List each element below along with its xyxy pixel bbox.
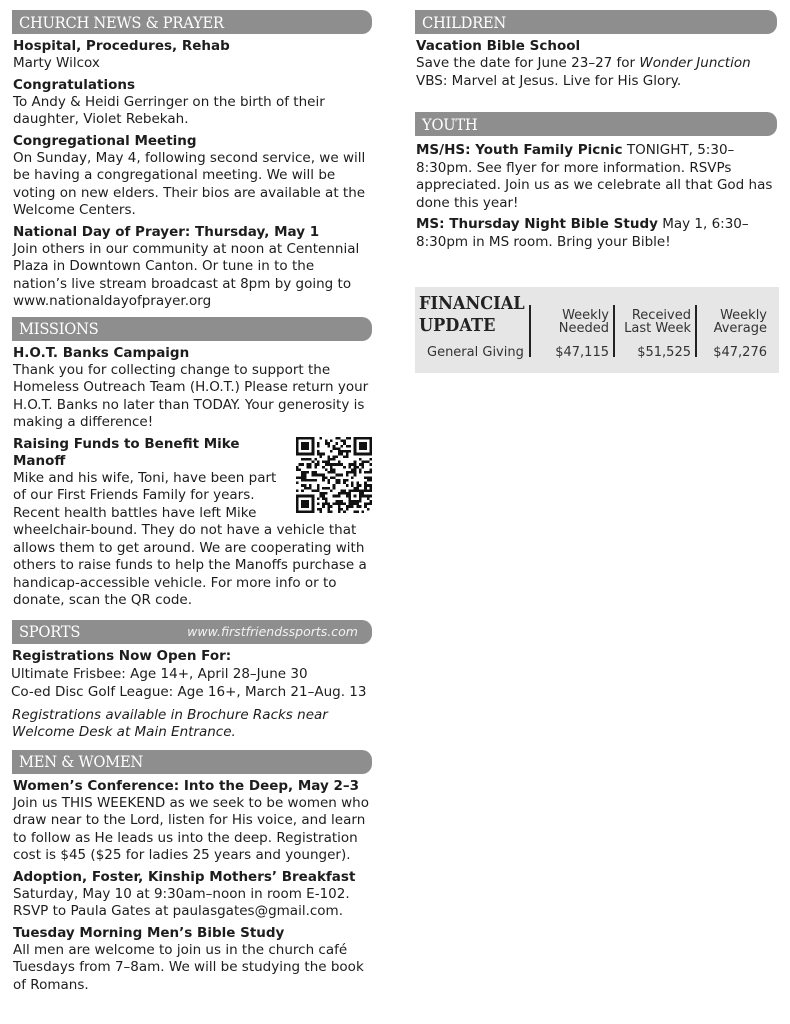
youth-header xyxy=(415,112,777,136)
item-body: Join us THIS WEEKEND as we seek to be women who draw near to the Lord, listen for His voice, and learn to follow as He leads us into the deep. Registration cost is $45 ($25 for ladies 25 years and younger). xyxy=(13,794,369,863)
item-title: Vacation Bible School xyxy=(416,38,581,54)
mw-item-womens-conference xyxy=(12,778,372,865)
left-column xyxy=(12,10,372,998)
missions-header xyxy=(12,317,372,341)
weekly-average-value: $47,276 xyxy=(713,345,767,360)
sport-line: Co-ed Disc Golf League: Age 16+, March 21–Aug. 13 xyxy=(11,683,367,700)
item-body xyxy=(416,216,777,251)
news-item-congratulations xyxy=(12,77,372,129)
sport-line: Ultimate Frisbee: Age 14+, April 28–June 30 xyxy=(11,665,308,682)
item-text: May 1, 6:30–8:30pm in MS room. Bring your Bible! xyxy=(416,216,749,250)
header-line: Needed xyxy=(558,321,609,336)
right-column xyxy=(415,10,777,373)
item-title: H.O.T. Banks Campaign xyxy=(13,344,190,361)
youth-item-bible-study xyxy=(415,216,777,251)
item-title: MS/HS: Youth Family Picnic xyxy=(416,142,623,158)
missions-item-hot-banks xyxy=(12,345,372,432)
sports-title: SPORTS xyxy=(19,622,81,641)
header-received-last-week xyxy=(624,309,691,335)
missions-title: MISSIONS xyxy=(19,319,99,338)
mw-item-mens-bible-study xyxy=(12,925,372,995)
header-line: Weekly xyxy=(720,308,767,323)
received-last-week-value: $51,525 xyxy=(637,345,691,360)
financial-update-box xyxy=(415,287,779,373)
item-title: Women’s Conference: Into the Deep, May 2–3 xyxy=(13,777,360,794)
item-body: To Andy & Heidi Gerringer on the birth of their daughter, Violet Rebekah. xyxy=(13,93,325,127)
item-title: Congregational Meeting xyxy=(13,132,197,149)
sports-header xyxy=(12,620,372,644)
financial-title xyxy=(419,293,525,337)
sports-url-link[interactable]: www.firstfriendssports.com xyxy=(187,624,358,639)
item-title: Raising Funds to Benefit Mike Manoff xyxy=(13,435,240,469)
item-body xyxy=(416,142,777,212)
financial-title-line2: UPDATE xyxy=(419,315,496,336)
item-body: Join others in our community at noon at Centennial Plaza in Downtown Canton. Or tune in to the nation’s live stream broadcast at 8pm by going to www.nationaldayofprayer.org xyxy=(13,240,360,309)
header-line: Last Week xyxy=(624,321,691,336)
item-title: National Day of Prayer: Thursday, May 1 xyxy=(13,223,320,240)
item-body: Mike and his wife, Toni, have been part of our First Friends Family for years. Recent health battles have left Mike wheelchair-bound. They do not have a vehicle that allows them to get around. We are cooperating with others to raise funds to help the Manoffs purchase a handicap-accessible vehicle. For more info or to donate, scan the QR code. xyxy=(13,469,367,608)
item-body: Saturday, May 10 at 9:30am–noon in room E-102. RSVP to Paula Gates at paulasgates@gmail.com. xyxy=(13,885,350,919)
item-title: Adoption, Foster, Kinship Mothers’ Breakfast xyxy=(13,868,356,885)
header-line: Received xyxy=(631,308,691,323)
header-weekly-needed xyxy=(559,309,609,335)
children-title: CHILDREN xyxy=(422,12,506,32)
youth-item-picnic xyxy=(415,142,777,212)
vbs-theme: Wonder Junction xyxy=(639,55,751,71)
youth-title: YOUTH xyxy=(422,114,478,134)
sports-registrations xyxy=(11,648,372,742)
registrations-heading: Registrations Now Open For: xyxy=(12,647,232,664)
header-line: Weekly xyxy=(562,308,609,323)
item-title: MS: Thursday Night Bible Study xyxy=(416,216,658,232)
item-title: Congratulations xyxy=(13,76,136,93)
men-women-header xyxy=(12,750,372,774)
financial-divider xyxy=(529,305,531,357)
news-item-congregational-meeting xyxy=(12,133,372,220)
qr-code-icon[interactable] xyxy=(296,437,372,513)
vbs-body-post: VBS: Marvel at Jesus. Live for His Glory. xyxy=(416,72,682,89)
item-body: Marty Wilcox xyxy=(13,55,100,71)
header-line: Average xyxy=(713,321,767,336)
item-title: Tuesday Morning Men’s Bible Study xyxy=(13,924,285,941)
news-item-prayer-day xyxy=(12,224,372,311)
item-body: On Sunday, May 4, following second service, we will be having a congregational meeting. We will be voting on new elders. Their bios are available at the Welcome Centers. xyxy=(13,149,366,218)
item-text: TONIGHT, 5:30–8:30pm. See flyer for more information. RSVPs appreciated. Join us as we celebrate all that God has done this year! xyxy=(416,142,773,211)
financial-divider xyxy=(695,305,697,357)
general-giving-label: General Giving xyxy=(427,345,524,360)
item-body: Thank you for collecting change to support the Homeless Outreach Team (H.O.T.) Please return your H.O.T. Banks no later than TODAY. Your generosity is making a difference! xyxy=(13,361,369,430)
financial-title-line1: FINANCIAL xyxy=(419,293,525,314)
mw-item-mothers-breakfast xyxy=(12,869,372,921)
children-item-vbs xyxy=(415,38,777,90)
church-news-header xyxy=(12,10,372,34)
children-header xyxy=(415,10,777,34)
men-women-title: MEN & WOMEN xyxy=(19,752,144,771)
item-body: All men are welcome to join us in the church café Tuesdays from 7–8am. We will be studying the book of Romans. xyxy=(13,941,364,993)
church-news-title: CHURCH NEWS & PRAYER xyxy=(19,12,224,32)
header-weekly-average xyxy=(714,309,767,335)
missions-item-manoff xyxy=(12,436,372,610)
registrations-note: Registrations available in Brochure Racks near Welcome Desk at Main Entrance. xyxy=(12,706,328,740)
weekly-needed-value: $47,115 xyxy=(555,345,609,360)
news-item-hospital xyxy=(12,38,372,73)
item-body xyxy=(416,55,777,90)
financial-divider xyxy=(613,305,615,357)
vbs-body-pre: Save the date for June 23–27 for xyxy=(416,55,640,71)
item-title: Hospital, Procedures, Rehab xyxy=(13,38,230,54)
